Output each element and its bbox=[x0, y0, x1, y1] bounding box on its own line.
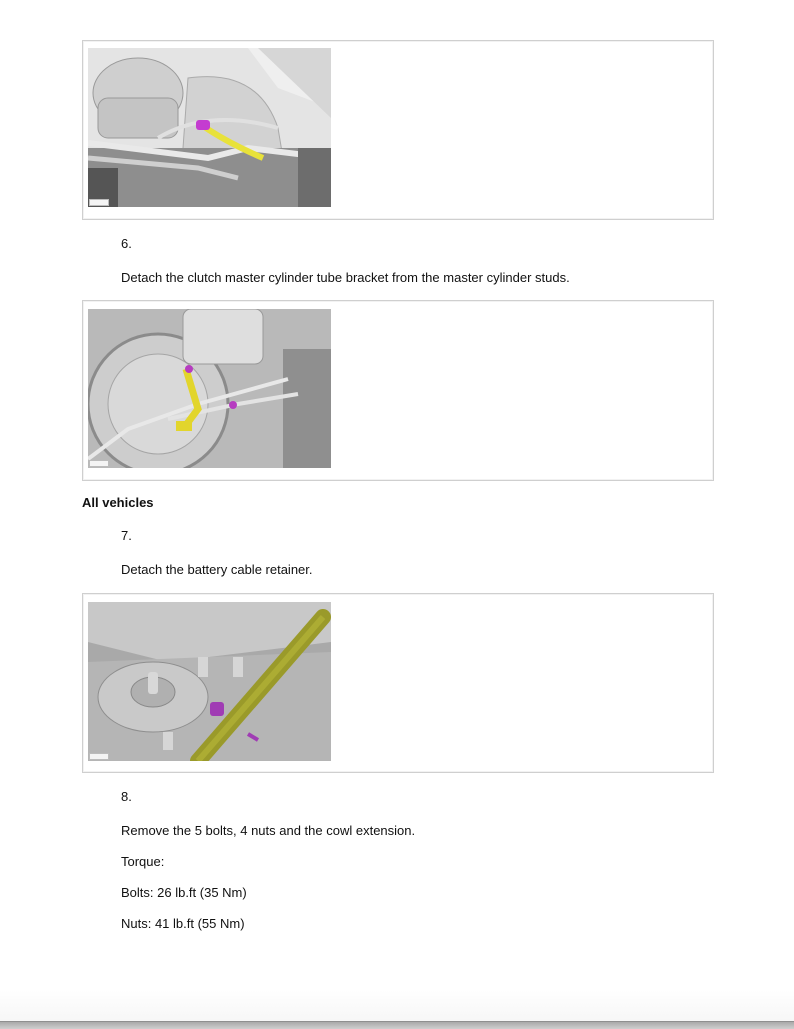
battery-cable-illustration bbox=[88, 602, 331, 761]
step-number-8: 8. bbox=[121, 789, 132, 804]
figure-id-label bbox=[89, 199, 109, 206]
torque-nuts: Nuts: 41 lb.ft (55 Nm) bbox=[121, 916, 245, 931]
torque-label: Torque: bbox=[121, 854, 165, 869]
engine-bay-illustration bbox=[88, 48, 331, 207]
figure-box-2 bbox=[82, 300, 714, 481]
step-text-7: Detach the battery cable retainer. bbox=[121, 562, 313, 577]
illustration-battery-cable bbox=[88, 602, 331, 761]
illustration-tube-bracket bbox=[88, 309, 331, 468]
torque-bolts: Bolts: 26 lb.ft (35 Nm) bbox=[121, 885, 247, 900]
step-text-8: Remove the 5 bolts, 4 nuts and the cowl extension. bbox=[121, 823, 416, 838]
section-heading: All vehicles bbox=[82, 495, 154, 510]
master-cylinder-illustration bbox=[88, 309, 331, 468]
illustration-clutch-tube bbox=[88, 48, 331, 207]
step-number-6: 6. bbox=[121, 236, 132, 251]
figure-box-3 bbox=[82, 593, 714, 773]
figure-id-label bbox=[89, 753, 109, 760]
figure-id-label bbox=[89, 460, 109, 467]
page-bottom-fade bbox=[0, 990, 794, 1021]
step-text-6: Detach the clutch master cylinder tube bracket from the master cylinder studs. bbox=[121, 270, 570, 285]
figure-box-1 bbox=[82, 40, 714, 220]
step-number-7: 7. bbox=[121, 528, 132, 543]
